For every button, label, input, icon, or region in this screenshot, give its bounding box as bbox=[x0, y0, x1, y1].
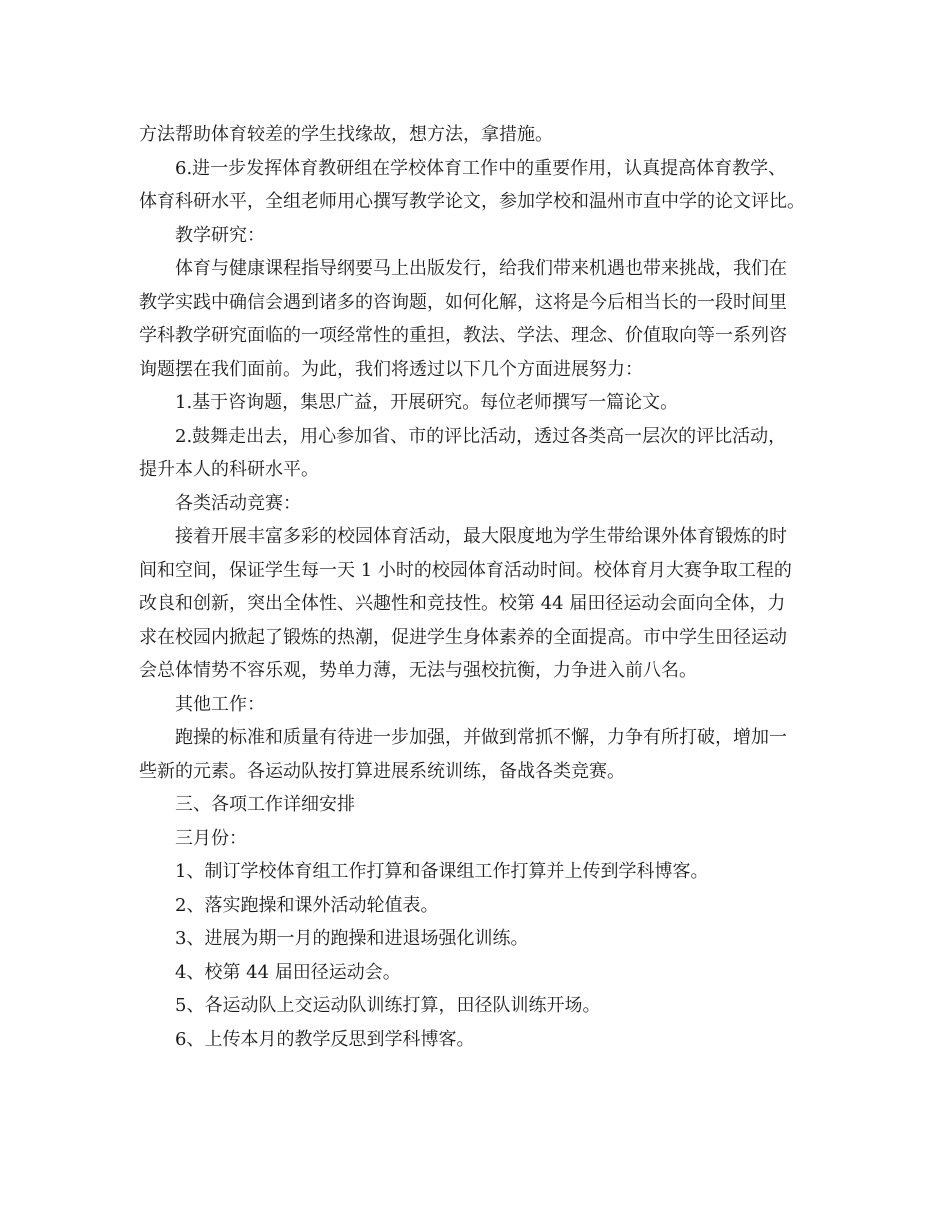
text-line: 询题摆在我们面前。为此，我们将透过以下几个方面进展努力： bbox=[139, 358, 643, 380]
text-line: 接着开展丰富多彩的校园体育活动，最大限度地为学生带给课外体育锻炼的时 bbox=[175, 526, 787, 547]
text-line: 提升本人的科研水平。 bbox=[139, 459, 319, 480]
text-line: 教学实践中确信会遇到诸多的咨询题，如何化解，这将是今后相当长的一段时间里 bbox=[139, 291, 787, 313]
section-heading: 其他工作： bbox=[175, 693, 265, 715]
list-item: 2、落实跑操和课外活动轮值表。 bbox=[175, 894, 439, 916]
list-item: 3、进展为期一月的跑操和进退场强化训练。 bbox=[175, 928, 529, 949]
list-item: 2.鼓舞走出去，用心参加省、市的评比活动，透过各类高一层次的评比活动， bbox=[175, 425, 787, 447]
text-line: 6.进一步发挥体育教研组在学校体育工作中的重要作用，认真提高体育教学、 bbox=[175, 157, 787, 179]
text-line: 求在校园内掀起了锻炼的热潮，促进学生身体素养的全面提高。市中学生田径运动 bbox=[139, 626, 787, 648]
text-line: 间和空间，保证学生每一天 1 小时的校园体育活动时间。校体育月大赛争取工程的 bbox=[139, 559, 792, 581]
list-item: 5、各运动队上交运动队训练打算，田径队训练开场。 bbox=[175, 995, 601, 1016]
text-line: 学科教学研究面临的一项经常性的重担，教法、学法、理念、价值取向等一系列咨 bbox=[139, 325, 787, 346]
list-item: 4、校第 44 届田径运动会。 bbox=[175, 961, 401, 983]
section-heading: 三月份： bbox=[175, 827, 247, 849]
text-line: 体育与健康课程指导纲要马上出版发行，给我们带来机遇也带来挑战，我们在 bbox=[175, 258, 787, 279]
section-heading: 三、各项工作详细安排 bbox=[175, 794, 355, 815]
section-heading: 各类活动竞赛： bbox=[175, 492, 301, 514]
text-line: 改良和创新，突出全体性、兴趣性和竞技性。校第 44 届田径运动会面向全体，力 bbox=[139, 593, 786, 614]
list-item: 6、上传本月的教学反思到学科博客。 bbox=[175, 1028, 475, 1050]
text-line: 会总体情势不容乐观，势单力薄，无法与强校抗衡，力争进入前八名。 bbox=[139, 660, 697, 681]
text-line: 些新的元素。各运动队按打算进展系统训练，备战各类竞赛。 bbox=[139, 760, 625, 782]
text-line: 跑操的标准和质量有待进一步加强，并做到常抓不懈，力争有所打破，增加一 bbox=[175, 727, 787, 748]
document-body bbox=[139, 118, 819, 1056]
list-item: 1.基于咨询题，集思广益，开展研究。每位老师撰写一篇论文。 bbox=[175, 392, 679, 413]
list-item: 1、制订学校体育组工作打算和备课组工作打算并上传到学科博客。 bbox=[175, 861, 709, 882]
text-line: 体育科研水平，全组老师用心撰写教学论文，参加学校和温州市直中学的论文评比。 bbox=[139, 191, 805, 212]
section-heading: 教学研究： bbox=[175, 224, 265, 246]
text-line: 方法帮助体育较差的学生找缘故，想方法，拿措施。 bbox=[139, 124, 553, 145]
